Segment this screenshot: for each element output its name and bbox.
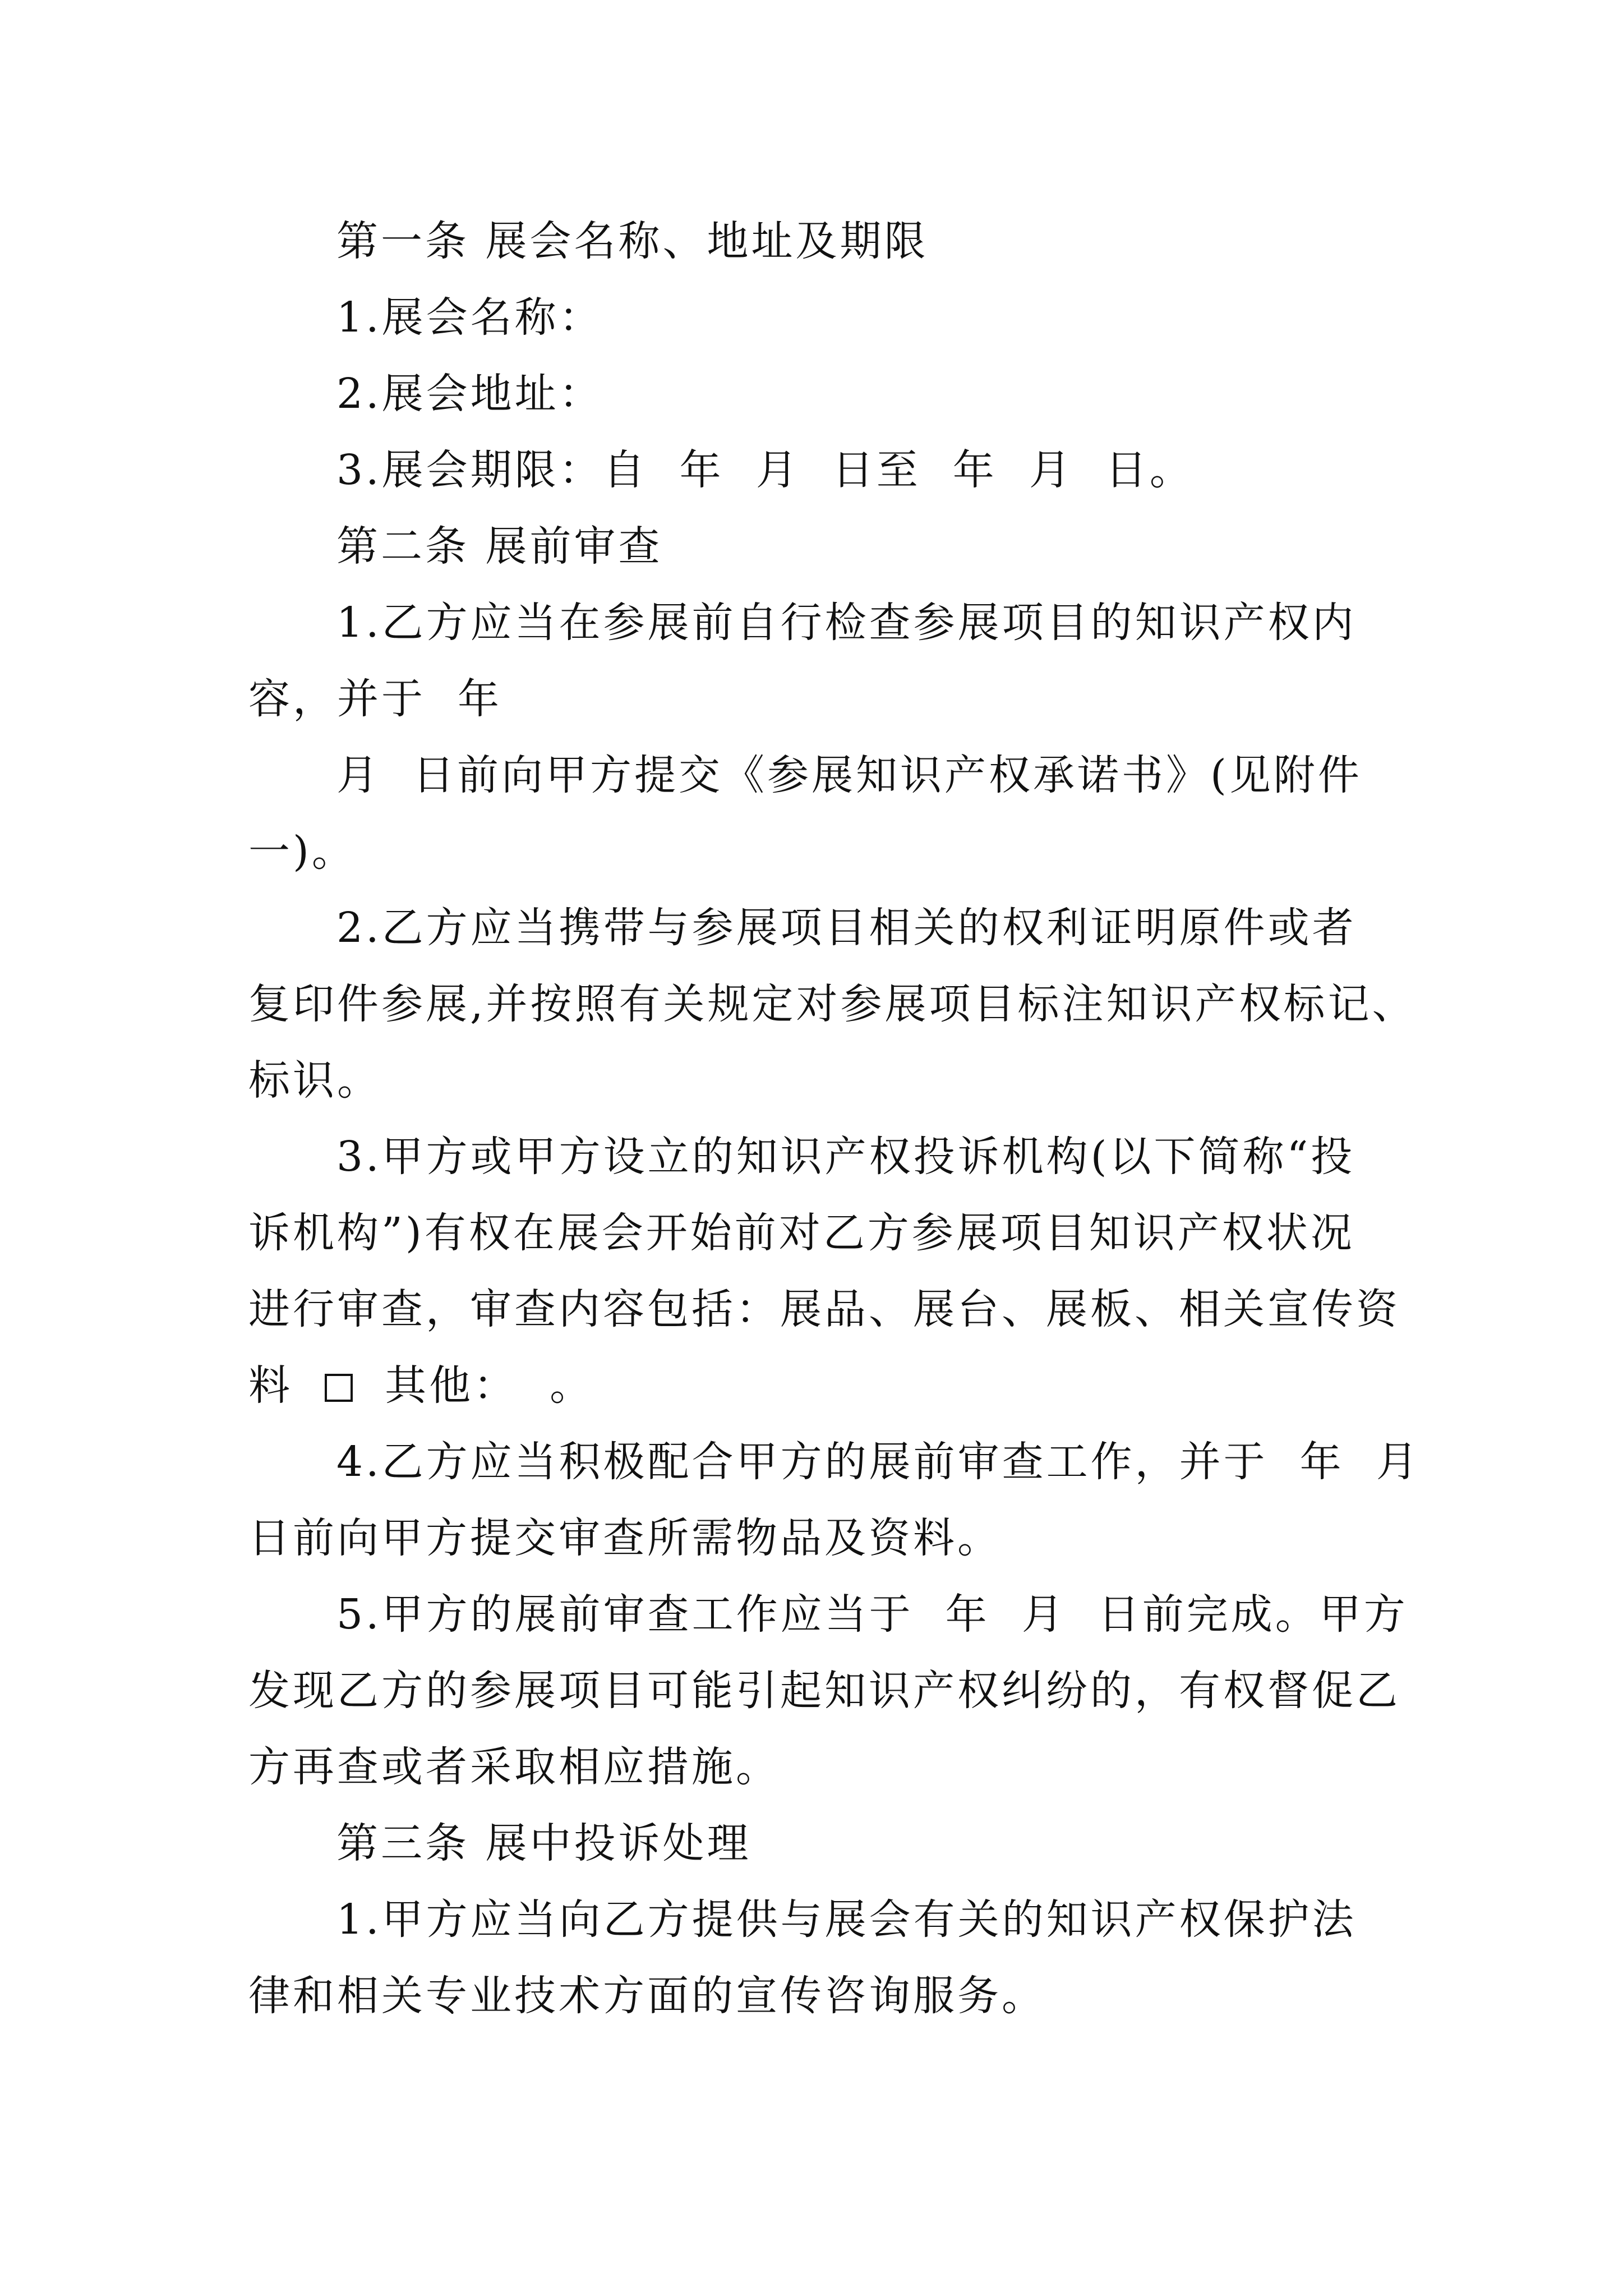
paragraph-line: 日前向甲方提交审查所需物品及资料。	[248, 1514, 1002, 1562]
exhibition-name-line: 1.展会名称：	[336, 293, 603, 342]
paragraph-line: 发现乙方的参展项目可能引起知识产权纠纷的，有权督促乙	[248, 1667, 1400, 1715]
paragraph-line: 容，并于 年	[248, 675, 502, 723]
paragraph-line: 诉机构”)有权在展会开始前对乙方参展项目知识产权状况	[248, 1209, 1355, 1257]
article-1-heading: 第一条 展会名称、地址及期限	[336, 217, 929, 265]
paragraph-line: 2.乙方应当携带与参展项目相关的权利证明原件或者	[336, 904, 1357, 952]
other-label: 其他： 。	[385, 1361, 594, 1410]
paragraph-line: 3.甲方或甲方设立的知识产权投诉机构(以下简称“投	[336, 1133, 1355, 1181]
paragraph-line: 标识。	[248, 1056, 381, 1105]
paragraph-line: 1.甲方应当向乙方提供与展会有关的知识产权保护法	[336, 1895, 1357, 1944]
paragraph-line: 1.乙方应当在参展前自行检查参展项目的知识产权内	[336, 599, 1357, 647]
paragraph-line: 月 日前向甲方提交《参展知识产权承诺书》(见附件	[336, 751, 1362, 799]
exhibition-period-line: 3.展会期限：自 年 月 日至 年 月 日。	[336, 446, 1194, 494]
paragraph-line: 5.甲方的展前审查工作应当于 年 月 日前完成。甲方	[336, 1590, 1408, 1639]
exhibition-address-line: 2.展会地址：	[336, 370, 603, 418]
paragraph-line: 进行审查，审查内容包括：展品、展台、展板、相关宣传资	[248, 1285, 1400, 1333]
paragraph-line: 方再查或者采取相应措施。	[248, 1743, 780, 1791]
paragraph-line: 律和相关专业技术方面的宣传咨询服务。	[248, 1972, 1046, 2020]
article-3-heading: 第三条 展中投诉处理	[336, 1819, 751, 1867]
paragraph-line: 一)。	[248, 827, 356, 876]
paragraph-line: 4.乙方应当积极配合甲方的展前审查工作，并于 年 月	[336, 1438, 1421, 1486]
review-item-label: 料	[248, 1361, 293, 1410]
paragraph-line: 复印件参展,并按照有关规定对参展项目标注知识产权标记、	[248, 980, 1417, 1028]
article-2-heading: 第二条 展前审查	[336, 522, 663, 570]
paragraph-line	[248, 1361, 594, 1410]
other-checkbox[interactable]	[325, 1374, 353, 1402]
